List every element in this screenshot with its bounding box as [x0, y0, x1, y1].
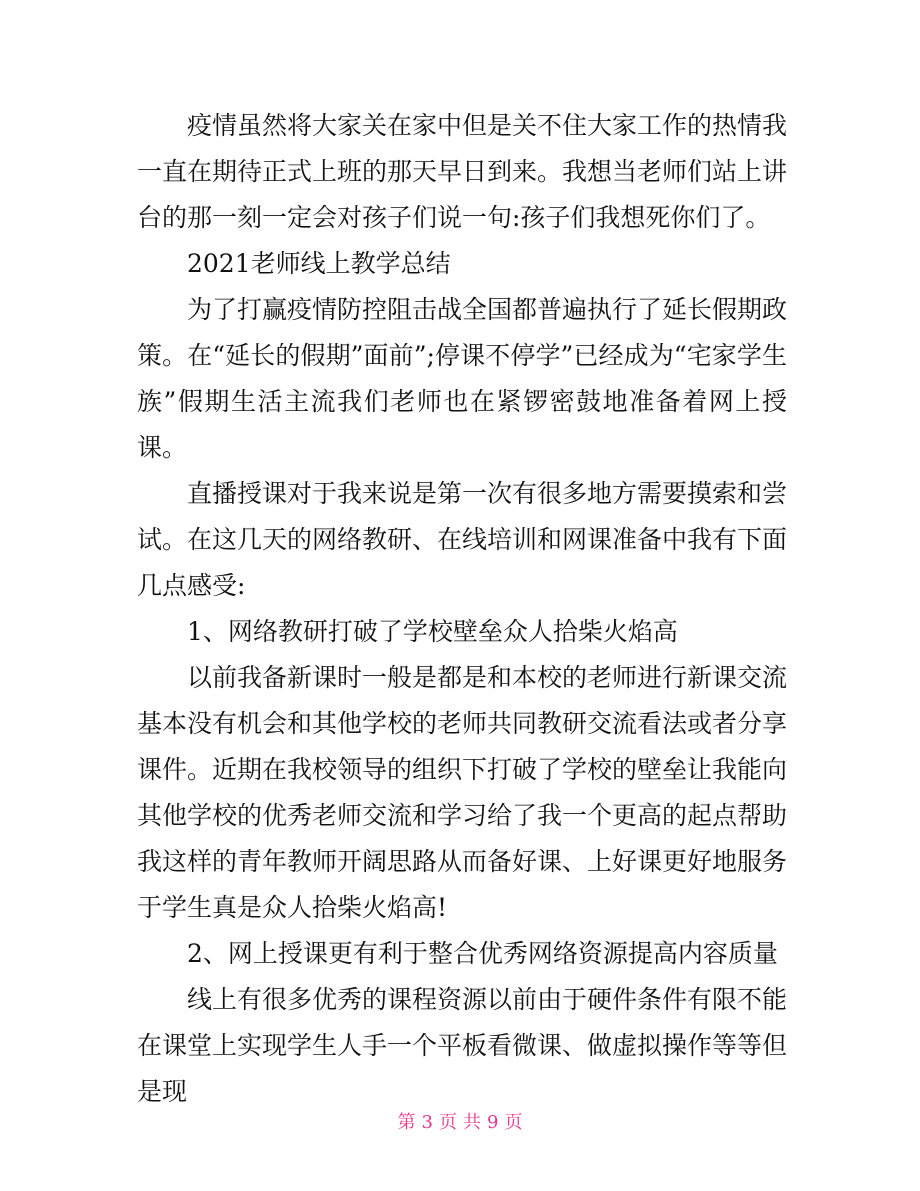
page-footer — [0, 1108, 920, 1138]
paragraph-background: 为了打赢疫情防控阻击战全国都普遍执行了延长假期政策。在“延长的假期”面前”;停课不停学”已经成为“宅家学生族”假期生活主流我们老师也在紧锣密鼓地准备着网上授课。 — [137, 295, 788, 462]
footer-label-ye: 页 — [439, 1112, 457, 1133]
section-title: 2021老师线上教学总结 — [187, 249, 451, 278]
paragraph-intro-closing: 疫情虽然将大家关在家中但是关不住大家工作的热情我一直在期待正式上班的那天早日到来。我想当老师们站上讲台的那一刻一定会对孩子们说一句:孩子们我想死你们了。 — [137, 111, 788, 232]
paragraph-point-1: 以前我备新课时一般是都是和本校的老师进行新课交流基本没有机会和其他学校的老师共同教研交流看法或者分享课件。近期在我校领导的组织下打破了学校的壁垒让我能向其他学校的优秀老师交流和学习给了我一个更高的起点帮助我这样的青年教师开阔思路从而备好课、上好课更好地服务于学生真是众人拾柴火焰高! — [137, 663, 788, 922]
footer-label-ye-end: 页 — [504, 1112, 523, 1133]
point-heading-1: 1、网络教研打破了学校壁垒众人拾柴火焰高 — [187, 617, 678, 646]
footer-label-gong: 共 — [463, 1112, 481, 1133]
footer-total-pages: 9 — [487, 1112, 499, 1133]
point-heading-2: 2、网上授课更有利于整合优秀网络资源提高内容质量 — [187, 939, 778, 968]
footer-label-di: 第 — [397, 1112, 416, 1133]
paragraph-point-2: 线上有很多优秀的课程资源以前由于硬件条件有限不能在课堂上实现学生人手一个平板看微课、做虚拟操作等等但是现 — [137, 985, 788, 1106]
paragraph-live-teaching: 直播授课对于我来说是第一次有很多地方需要摸索和尝试。在这几天的网络教研、在线培训和网课准备中我有下面几点感受: — [137, 479, 788, 600]
document-body — [137, 103, 787, 1115]
footer-current-page: 3 — [421, 1112, 433, 1133]
